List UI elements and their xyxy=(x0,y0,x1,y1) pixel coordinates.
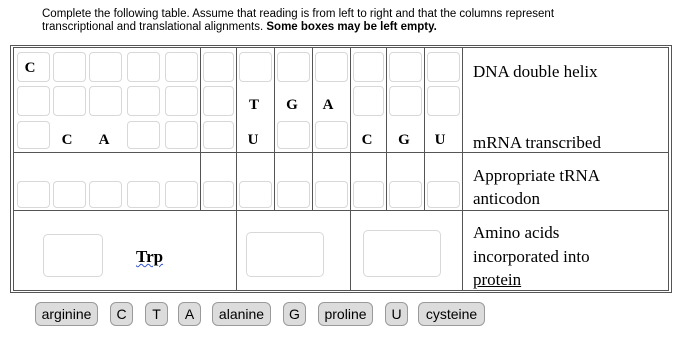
codon-divider-1 xyxy=(200,47,201,210)
dna-top-slot-10[interactable] xyxy=(353,52,384,82)
column-divider-6 xyxy=(312,47,313,210)
mrna-slot-8[interactable] xyxy=(277,121,310,149)
column-divider-4 xyxy=(236,47,237,291)
dna-top-slot-7[interactable] xyxy=(239,52,272,82)
row-divider-mrna xyxy=(13,152,465,153)
column-divider-9 xyxy=(424,47,425,210)
dna-bottom-slot-10[interactable] xyxy=(353,86,384,116)
dna-bottom-slot-3[interactable] xyxy=(89,86,122,116)
trna-slot-1[interactable] xyxy=(17,181,50,208)
answer-chip-u[interactable]: U xyxy=(385,302,408,326)
row-divider-trna xyxy=(13,210,669,211)
row-label-trna-line2: anticodon xyxy=(473,189,541,208)
column-divider-5 xyxy=(274,47,275,210)
dna-bottom-base-9: A xyxy=(322,97,334,113)
trna-slot-4[interactable] xyxy=(127,181,160,208)
answer-chip-proline[interactable]: proline xyxy=(318,302,373,326)
trna-slot-9[interactable] xyxy=(315,181,348,208)
dna-bottom-slot-12[interactable] xyxy=(427,86,460,116)
dna-top-slot-12[interactable] xyxy=(427,52,460,82)
mrna-base-12: U xyxy=(434,132,446,148)
mrna-base-11: G xyxy=(398,132,410,148)
dna-bottom-slot-5[interactable] xyxy=(165,86,198,116)
dna-bottom-slot-4[interactable] xyxy=(127,86,160,116)
answer-chip-t[interactable]: T xyxy=(145,302,168,326)
dna-bottom-slot-6[interactable] xyxy=(203,86,234,116)
mrna-base-10: C xyxy=(361,132,373,148)
dna-top-slot-5[interactable] xyxy=(165,52,198,82)
mrna-slot-1[interactable] xyxy=(17,121,50,149)
amino-acid-1: Trp xyxy=(136,247,164,266)
trna-spacer xyxy=(17,158,50,180)
dna-bottom-slot-1[interactable] xyxy=(17,86,50,116)
dna-bottom-slot-11[interactable] xyxy=(389,86,422,116)
row-label-amino-line3: protein xyxy=(473,270,522,289)
amino-slot-3[interactable] xyxy=(363,230,441,277)
row-label-mrna: mRNA transcribed xyxy=(473,133,601,152)
mrna-slot-6[interactable] xyxy=(203,121,234,149)
dna-bottom-base-8: G xyxy=(286,97,298,113)
answer-chip-arginine[interactable]: arginine xyxy=(35,302,98,326)
mrna-slot-9[interactable] xyxy=(315,121,348,149)
trna-slot-10[interactable] xyxy=(353,181,384,208)
instructions-note: Some boxes may be left empty. xyxy=(266,21,437,33)
row-label-trna-line1: Appropriate tRNA xyxy=(473,166,601,185)
row-label-dna: DNA double helix xyxy=(473,62,598,81)
trna-slot-8[interactable] xyxy=(277,181,310,208)
amino-slot-1[interactable] xyxy=(43,234,103,277)
amino-slot-2[interactable] xyxy=(246,232,324,277)
column-divider-8 xyxy=(386,47,387,210)
dna-top-slot-3[interactable] xyxy=(89,52,122,82)
dna-top-slot-4[interactable] xyxy=(127,52,160,82)
dna-top-slot-8[interactable] xyxy=(277,52,310,82)
dna-bottom-base-7: T xyxy=(248,97,259,113)
dna-top-slot-11[interactable] xyxy=(389,52,422,82)
instructions-line1: Complete the following table. Assume that reading is from left to right and that the columns represent xyxy=(42,8,555,20)
trna-slot-5[interactable] xyxy=(165,181,198,208)
trna-slot-3[interactable] xyxy=(89,181,122,208)
codon-divider-2 xyxy=(350,47,351,291)
answer-chip-cysteine[interactable]: cysteine xyxy=(418,302,485,326)
trna-slot-12[interactable] xyxy=(427,181,460,208)
answer-chip-c[interactable]: C xyxy=(110,302,133,326)
instructions xyxy=(42,8,642,34)
answer-chip-g[interactable]: G xyxy=(283,302,306,326)
mrna-base-2: C xyxy=(61,132,73,148)
answer-chip-alanine[interactable]: alanine xyxy=(212,302,271,326)
label-column-divider xyxy=(462,47,463,291)
row-label-amino-line2: incorporated into xyxy=(473,247,590,266)
dna-top-slot-2[interactable] xyxy=(53,52,86,82)
trna-slot-6[interactable] xyxy=(203,181,234,208)
dna-top-base-1: C xyxy=(24,60,36,76)
mrna-base-7: U xyxy=(247,132,259,148)
instructions-line2: transcriptional and translational alignments. Some boxes may be left empty. xyxy=(42,21,437,33)
trna-slot-2[interactable] xyxy=(53,181,86,208)
mrna-slot-4[interactable] xyxy=(127,121,160,149)
dna-top-slot-9[interactable] xyxy=(315,52,348,82)
trna-slot-11[interactable] xyxy=(389,181,422,208)
mrna-slot-5[interactable] xyxy=(165,121,198,149)
answer-chip-a[interactable]: A xyxy=(178,302,201,326)
mrna-base-3: A xyxy=(98,132,110,148)
dna-top-slot-6[interactable] xyxy=(203,52,234,82)
trna-slot-7[interactable] xyxy=(239,181,272,208)
row-label-amino-line1: Amino acids xyxy=(473,223,560,242)
dna-bottom-slot-2[interactable] xyxy=(53,86,86,116)
